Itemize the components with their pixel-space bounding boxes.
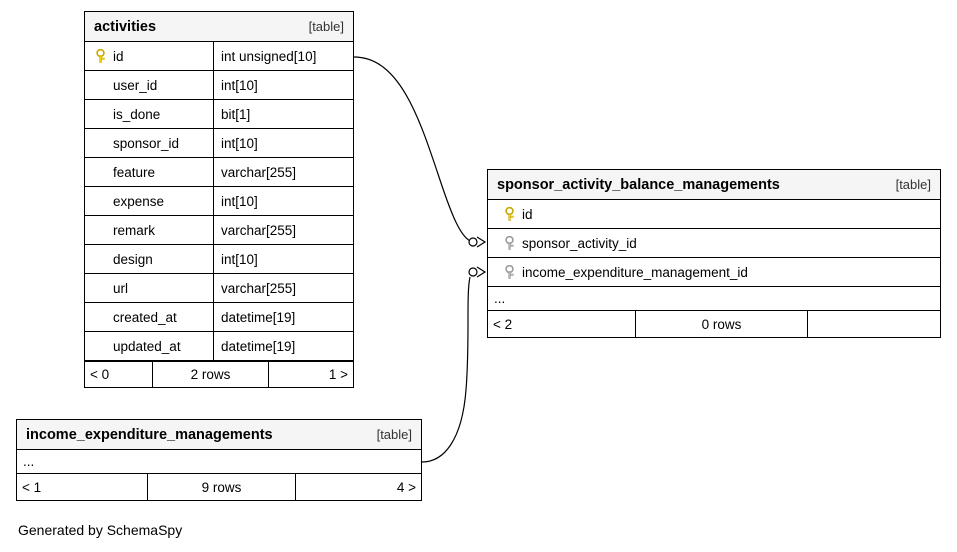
column-name-cell xyxy=(85,71,213,99)
column-label: sponsor_id xyxy=(113,135,180,151)
foreign-key-icon xyxy=(496,236,522,251)
column-type: int[10] xyxy=(213,245,353,273)
table-header-sponsor-activity-balance-managements[interactable] xyxy=(488,170,940,200)
column-name-cell xyxy=(488,258,748,286)
table-type-tag: [table] xyxy=(376,427,412,442)
table-activities[interactable] xyxy=(84,11,354,388)
edge-endpoint-circle-1 xyxy=(469,238,477,246)
table-row[interactable] xyxy=(85,187,353,216)
column-type: bit[1] xyxy=(213,100,353,128)
column-type: datetime[19] xyxy=(213,303,353,331)
column-label: updated_at xyxy=(113,338,181,354)
column-name-cell xyxy=(85,42,213,70)
column-name-cell xyxy=(488,229,637,257)
table-row[interactable] xyxy=(85,274,353,303)
edge-activities-to-sabm xyxy=(354,57,470,241)
column-label: id xyxy=(522,206,533,222)
column-name-cell xyxy=(85,187,213,215)
edge-iem-to-sabm xyxy=(422,277,470,462)
table-row[interactable] xyxy=(85,216,353,245)
table-row[interactable] xyxy=(85,303,353,332)
edge-crowfoot-1 xyxy=(477,237,485,247)
column-type: int[10] xyxy=(213,71,353,99)
more-columns-indicator: ... xyxy=(488,287,940,311)
edge-endpoint-circle-2 xyxy=(469,268,477,276)
table-row[interactable] xyxy=(85,100,353,129)
generator-credit: Generated by SchemaSpy xyxy=(18,522,183,538)
table-title: income_expenditure_managements xyxy=(26,426,273,443)
table-footer xyxy=(488,311,940,337)
table-title: sponsor_activity_balance_managements xyxy=(497,176,780,193)
table-type-tag: [table] xyxy=(308,19,344,34)
table-sponsor-activity-balance-managements[interactable] xyxy=(487,169,941,338)
column-label: design xyxy=(113,251,153,267)
column-label: user_id xyxy=(113,77,158,93)
footer-row-count: 0 rows xyxy=(636,311,808,337)
table-row[interactable] xyxy=(488,229,940,258)
column-name-cell xyxy=(85,245,213,273)
column-label: sponsor_activity_id xyxy=(522,235,637,251)
column-type: varchar[255] xyxy=(213,216,353,244)
table-row[interactable] xyxy=(85,42,353,71)
column-label: id xyxy=(113,48,124,64)
column-label: url xyxy=(113,280,129,296)
table-row[interactable] xyxy=(488,258,940,287)
footer-parent-count[interactable]: < 0 xyxy=(85,362,153,387)
table-header-activities[interactable] xyxy=(85,12,353,42)
column-name-cell xyxy=(488,200,533,228)
column-type: int unsigned[10] xyxy=(213,42,353,70)
footer-parent-count[interactable]: < 1 xyxy=(17,474,148,500)
column-type: int[10] xyxy=(213,129,353,157)
column-name-cell xyxy=(85,274,213,302)
table-row[interactable] xyxy=(85,332,353,361)
column-name-cell xyxy=(85,100,213,128)
edge-crowfoot-2 xyxy=(477,267,485,277)
footer-child-count[interactable]: 1 > xyxy=(328,367,348,382)
table-type-tag: [table] xyxy=(895,177,931,192)
column-name-cell xyxy=(85,158,213,186)
table-footer xyxy=(85,361,353,387)
table-income-expenditure-managements[interactable] xyxy=(16,419,422,501)
table-footer xyxy=(17,474,421,500)
column-label: expense xyxy=(113,193,165,209)
column-name-cell xyxy=(85,129,213,157)
footer-row-count: 9 rows xyxy=(148,474,296,500)
table-title: activities xyxy=(94,18,157,35)
primary-key-icon xyxy=(87,49,113,64)
footer-child-count[interactable]: 4 > xyxy=(396,479,416,495)
footer-child-count[interactable] xyxy=(808,311,940,337)
table-header-income-expenditure-managements[interactable] xyxy=(17,420,421,450)
table-row[interactable] xyxy=(85,71,353,100)
primary-key-icon xyxy=(496,207,522,222)
table-row[interactable] xyxy=(488,200,940,229)
column-label: created_at xyxy=(113,309,177,325)
column-label: income_expenditure_management_id xyxy=(522,264,748,280)
footer-parent-count[interactable]: < 2 xyxy=(488,311,636,337)
column-type: varchar[255] xyxy=(213,274,353,302)
table-row[interactable] xyxy=(85,158,353,187)
table-row[interactable] xyxy=(85,129,353,158)
column-type: datetime[19] xyxy=(213,332,353,360)
column-name-cell xyxy=(85,216,213,244)
column-type: varchar[255] xyxy=(213,158,353,186)
table-row[interactable] xyxy=(85,245,353,274)
column-type: int[10] xyxy=(213,187,353,215)
column-label: feature xyxy=(113,164,156,180)
column-name-cell xyxy=(85,303,213,331)
column-label: remark xyxy=(113,222,156,238)
foreign-key-icon xyxy=(496,265,522,280)
footer-row-count: 2 rows xyxy=(153,362,269,387)
column-label: is_done xyxy=(113,106,161,122)
more-columns-indicator: ... xyxy=(17,450,421,474)
column-name-cell xyxy=(85,332,213,360)
